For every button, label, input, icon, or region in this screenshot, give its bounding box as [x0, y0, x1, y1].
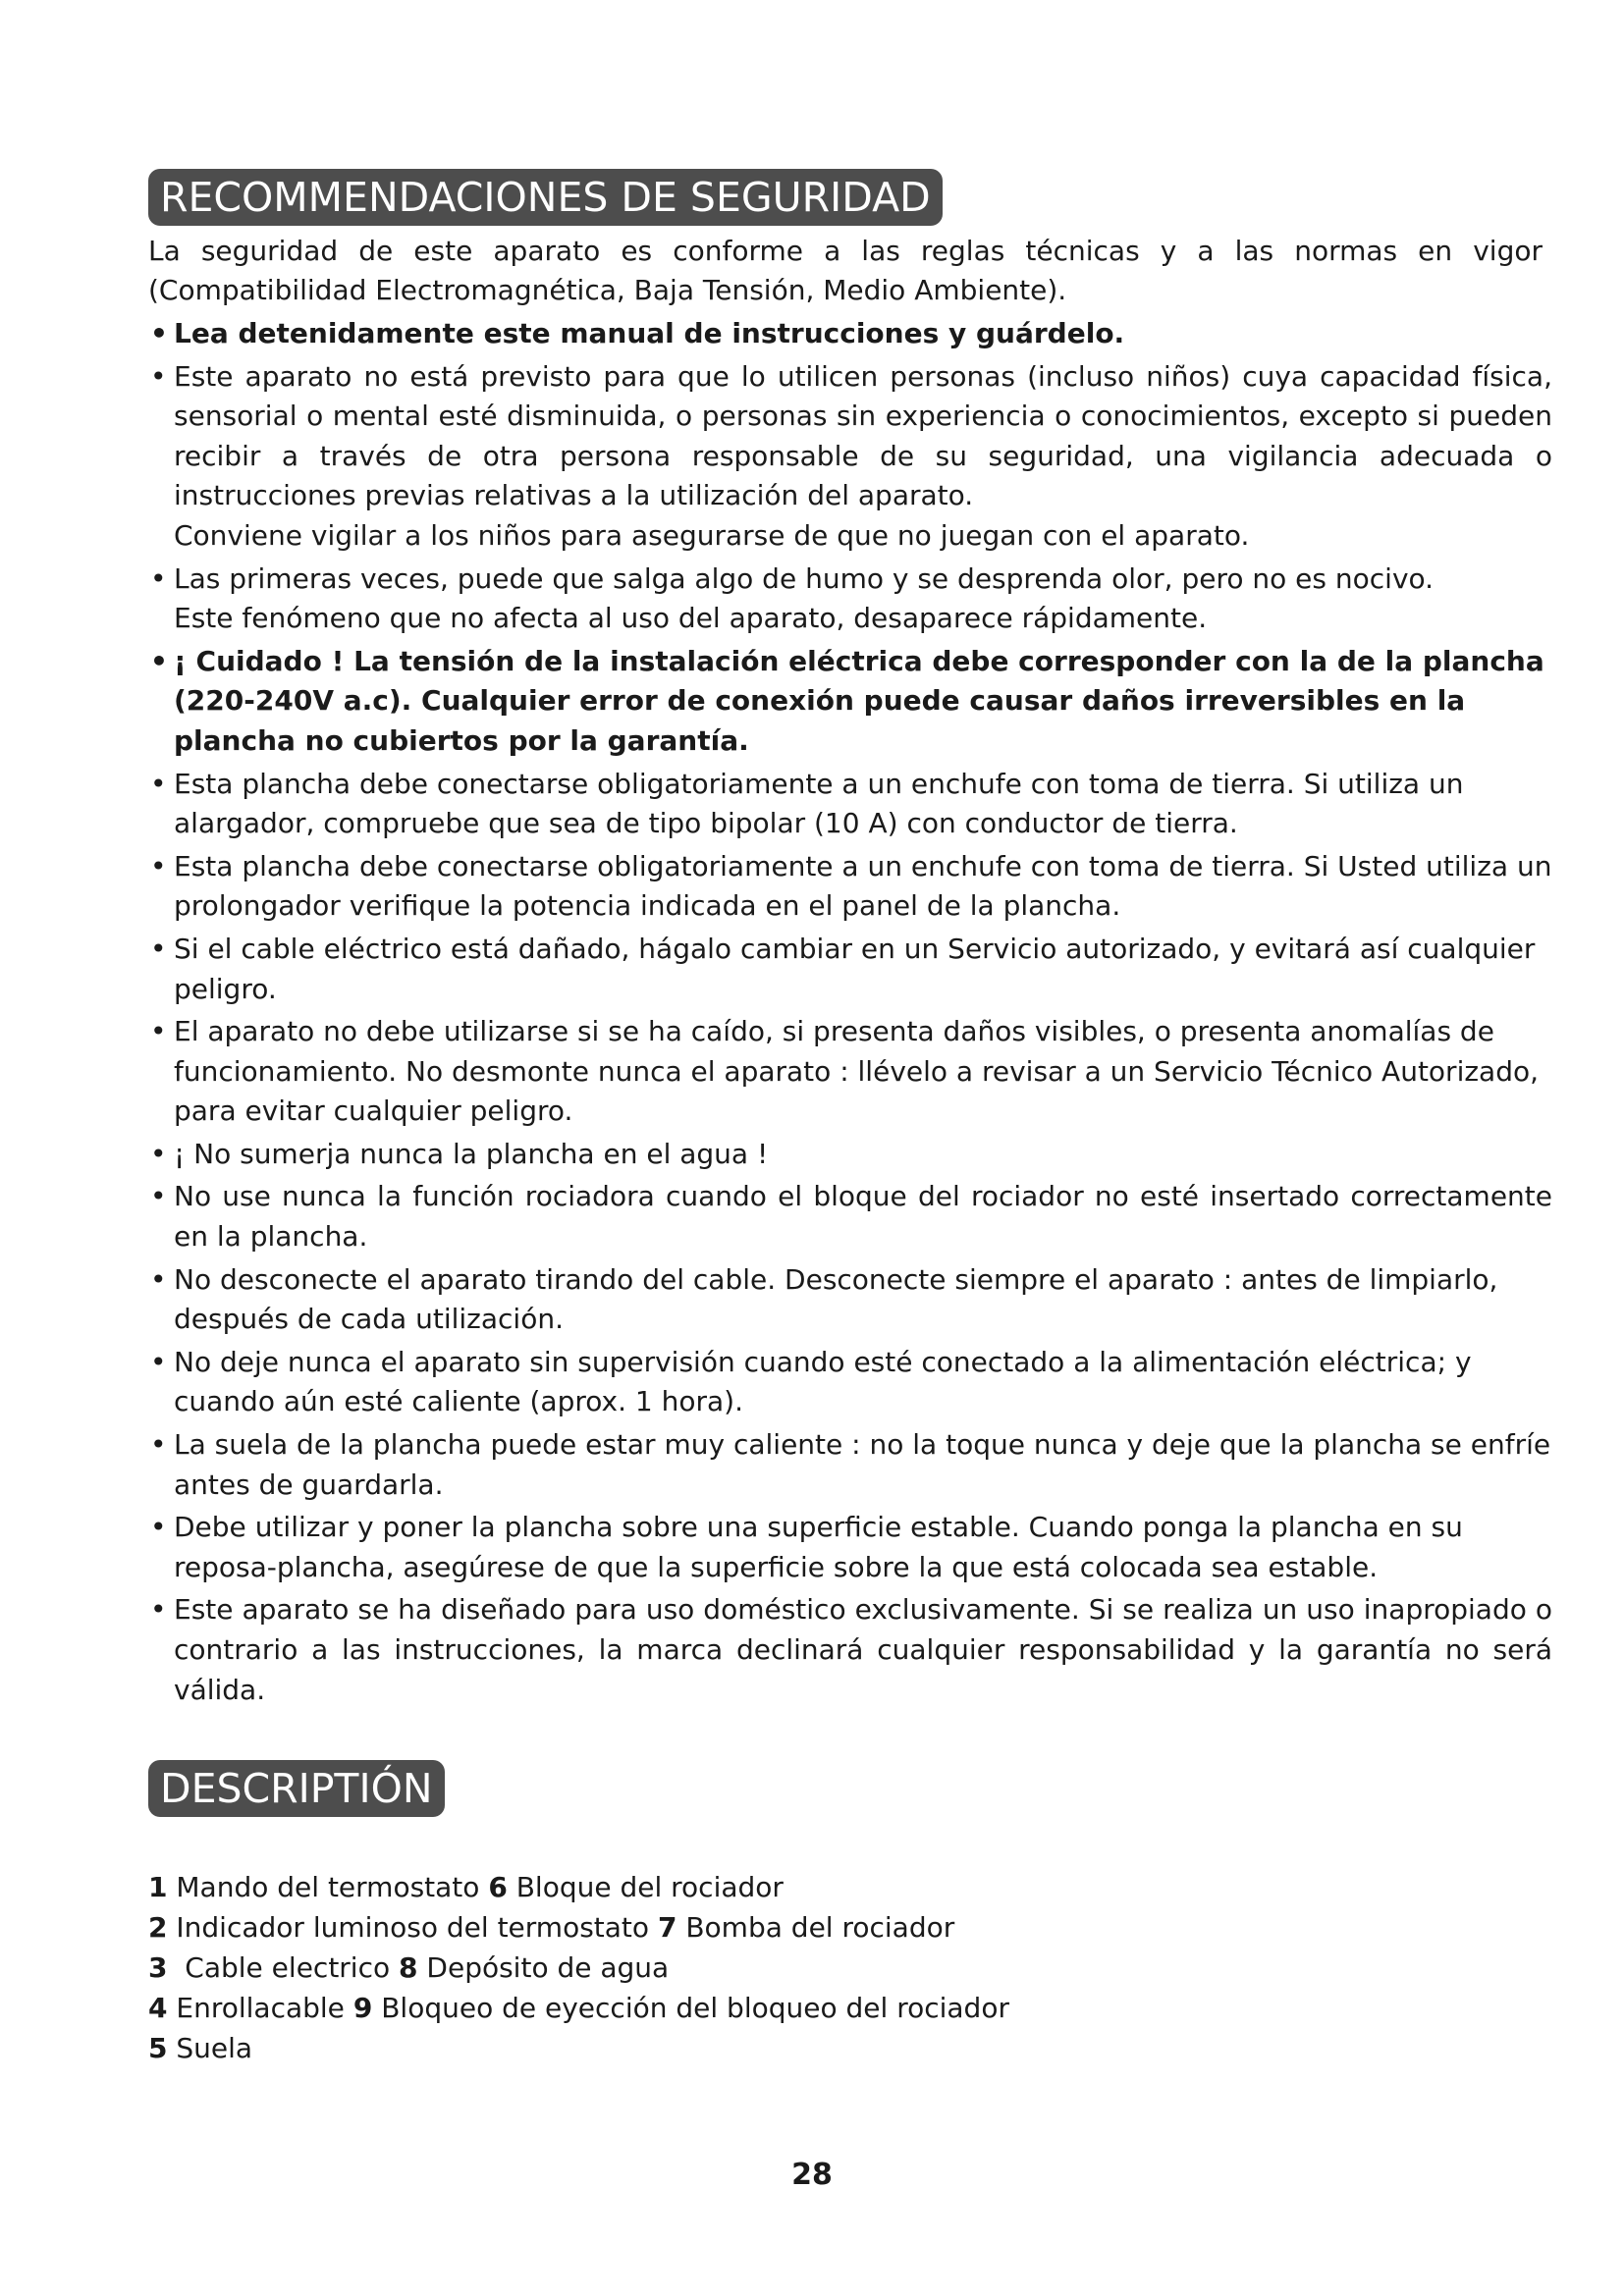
list-item [148, 1867, 1009, 1907]
page-number: 28 [791, 2158, 833, 2192]
list-item [148, 1425, 1552, 1505]
part-label: Bloqueo de eyección del bloqueo del rociador [381, 1992, 1009, 2024]
bullet-icon: • [150, 644, 168, 677]
list-item-text: No deje nunca el aparato sin supervisión cuando esté conectado a la alimentación eléctrica; y cuando aún esté caliente (aprox. 1 hora). [174, 1345, 1472, 1418]
list-item [148, 1343, 1552, 1422]
intro-paragraph: La seguridad de este aparato es conforme a las reglas técnicas y a las normas en vigor (Compatibilidad Electromagnética, Baja Tensión, Medio Ambiente). [148, 235, 1543, 306]
list-item [148, 1508, 1552, 1587]
list-item-text: Lea detenidamente este manual de instrucciones y guárdelo. [174, 317, 1125, 349]
list-item [148, 1948, 1009, 1988]
section-heading-description: DESCRIPTIÓN [148, 1760, 445, 1817]
part-number: 4 [148, 1992, 168, 2024]
list-item [148, 1260, 1552, 1340]
part-label: Suela [176, 2032, 253, 2064]
list-item [148, 314, 1552, 354]
list-item [148, 1907, 1009, 1948]
bullet-icon: • [150, 767, 167, 800]
list-item [148, 1590, 1552, 1710]
list-item-text: Las primeras veces, puede que salga algo de humo y se desprenda olor, pero no es nocivo. [174, 561, 1435, 595]
part-number: 2 [148, 1911, 168, 1944]
parts-list [148, 1867, 1009, 2068]
list-item-text: Esta plancha debe conectarse obligatoriamente a un enchufe con toma de tierra. Si Usted utiliza un prolongador verifique la potencia indicada en el panel de la plancha. [174, 849, 1552, 923]
list-item-text: Esta plancha debe conectarse obligatoriamente a un enchufe con toma de tierra. Si utiliza un alargador, compruebe que sea de tipo bipolar (10 A) con conductor de tierra. [174, 767, 1464, 840]
bullet-icon: • [150, 359, 167, 393]
bullet-icon: • [150, 1015, 167, 1048]
safety-list [148, 314, 1552, 1713]
bullet-icon: • [150, 561, 167, 595]
bullet-icon: • [150, 1262, 167, 1296]
part-number: 1 [148, 1871, 168, 1903]
list-item-text: No use nunca la función rociadora cuando el bloque del rociador no esté insertado correctamente en la plancha. [174, 1180, 1552, 1254]
part-number: 6 [488, 1871, 508, 1903]
list-item [148, 1012, 1552, 1132]
list-item-text: Este aparato no está previsto para que lo utilicen personas (incluso niños) cuya capacidad física, sensorial o mental esté disminuida, o personas sin experiencia o conocimientos, excepto si pueden recibir a través de otra persona responsable de su seguridad, una vigilancia adecuada o instrucciones previas relativas a la utilización del aparato. [174, 359, 1552, 512]
list-item [148, 357, 1552, 557]
part-label: Bomba del rociador [685, 1911, 955, 1944]
part-number: 3 [148, 1951, 168, 1984]
list-item-text: La suela de la plancha puede estar muy caliente : no la toque nunca y deje que la plancha se enfríe antes de guardarla. [174, 1428, 1551, 1501]
part-label: Enrollacable [176, 1992, 345, 2024]
bullet-icon: • [150, 1511, 167, 1544]
bullet-icon: • [150, 317, 168, 349]
bullet-icon: • [150, 1593, 167, 1627]
list-item [148, 847, 1552, 927]
list-item [148, 1177, 1552, 1256]
part-label: Cable electrico [185, 1951, 391, 1984]
part-label: Depósito de agua [426, 1951, 670, 1984]
bullet-icon: • [150, 1137, 167, 1170]
list-item-text: Debe utilizar y poner la plancha sobre una superficie estable. Cuando ponga la plancha en su reposa-plancha, asegúrese de que la superficie sobre la que está colocada sea estable. [174, 1511, 1463, 1583]
list-item [148, 560, 1552, 639]
bullet-icon: • [150, 1428, 167, 1462]
part-label: Mando del termostato [176, 1871, 480, 1903]
list-item-extra: Este fenómeno que no afecta al uso del aparato, desaparece rápidamente. [174, 602, 1208, 635]
list-item [148, 765, 1552, 844]
list-item-text: ¡ No sumerja nunca la plancha en el agua ! [174, 1137, 769, 1170]
list-item [148, 2028, 1009, 2068]
bullet-icon: • [150, 1345, 167, 1378]
list-item-text: El aparato no debe utilizarse si se ha caído, si presenta daños visibles, o presenta anomalías de funcionamiento. No desmonte nunca el aparato : llévelo a revisar a un Servicio Técnico Autorizado, para evitar cualquier peligro. [174, 1015, 1540, 1128]
list-item-text: Este aparato se ha diseñado para uso doméstico exclusivamente. Si se realiza un uso inapropiado o contrario a las instrucciones, la marca declinará cualquier responsabilidad y la garantía no será válida. [174, 1593, 1552, 1706]
bullet-icon: • [150, 1180, 167, 1213]
bullet-icon: • [150, 849, 167, 882]
part-label: Bloque del rociador [515, 1871, 784, 1903]
list-item [148, 642, 1552, 762]
list-item-extra: Conviene vigilar a los niños para asegurarse de que no juegan con el aparato. [174, 518, 1250, 552]
list-item-text: No desconecte el aparato tirando del cable. Desconecte siempre el aparato : antes de limpiarlo, después de cada utilización. [174, 1262, 1498, 1336]
bullet-icon: • [150, 932, 167, 965]
part-number: 9 [352, 1992, 373, 2024]
part-number: 8 [399, 1951, 418, 1984]
list-item [148, 930, 1552, 1009]
section-heading-security: RECOMMENDACIONES DE SEGURIDAD [148, 169, 943, 226]
list-item-text: ¡ Cuidado ! La tensión de la instalación eléctrica debe corresponder con la de la plancha (220-240V a.c). Cualquier error de conexión puede causar daños irreversibles en la plancha no cubiertos por la garantía. [174, 644, 1544, 757]
list-item-text: Si el cable eléctrico está dañado, hágalo cambiar en un Servicio autorizado, y evitará así cualquier peligro. [174, 932, 1536, 1005]
part-number: 5 [148, 2032, 168, 2064]
part-label: Indicador luminoso del termostato [176, 1911, 650, 1944]
list-item [148, 1988, 1009, 2028]
list-item [148, 1135, 1552, 1175]
part-number: 7 [657, 1911, 677, 1944]
